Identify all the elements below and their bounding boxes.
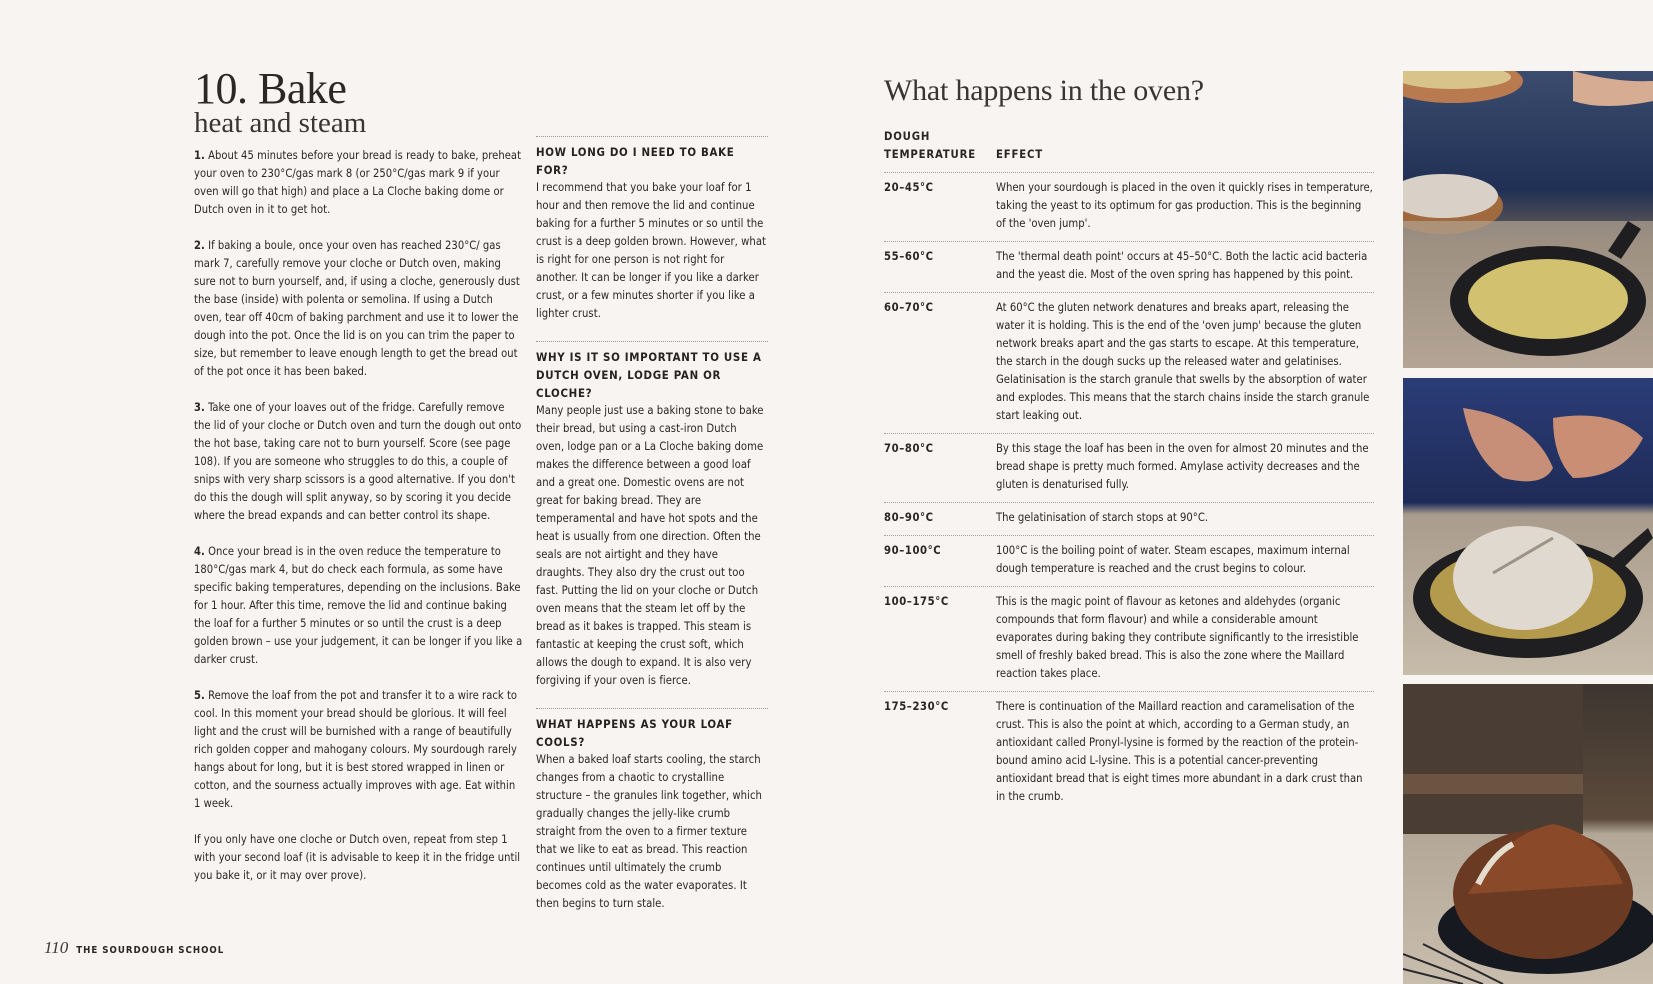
faq-item (536, 136, 768, 323)
photo-baked-loaf (1403, 684, 1653, 984)
temp-cell: 60–70°C (884, 301, 934, 314)
effect-cell: This is the magic point of flavour as ketones and aldehydes (organic compounds that form flavour) and while a considerable amount evaporates during baking they contribute significantly to the irresistible smell of freshly baked bread. This is also the zone where the Maillard reaction takes place. (996, 595, 1359, 680)
step-3 (194, 399, 524, 525)
step-text: Take one of your loaves out of the fridge. Carefully remove the lid of your cloche or Dutch oven and turn the dough out onto the hot base, taking care not to burn yourself. Score (see page 108). If you are someone who struggles to do this, a couple of snips with very sharp scissors is a good alternative. If you don't do this the dough will split anyway, so by scoring it you decide where the bread expands and can better control its shape. (194, 401, 522, 522)
step-1 (194, 147, 524, 219)
dough-in-pan-illustration (1403, 378, 1653, 675)
effect-cell: At 60°C the gluten network denatures and breaks apart, releasing the water it is holding. This is the end of the 'oven jump' because the gluten network breaks apart and the gas starts to escape. At this temperature, the starch in the dough sucks up the released water and gelatinises. Gelatinisation is the starch granule that swells by the absorption of water and explodes. This means that the starch chains inside the starch granule start leaking out. (996, 301, 1370, 422)
effect-cell: 100°C is the boiling point of water. Steam escapes, maximum internal dough temperature is reached and the crust begins to colour. (996, 544, 1350, 575)
page-footer (44, 938, 224, 958)
step-number: 3. (194, 401, 205, 414)
temp-cell: 20–45°C (884, 181, 934, 194)
step-number: 2. (194, 239, 205, 252)
faq-answer: When a baked loaf starts cooling, the starch changes from a chaotic to crystalline structure – the granules link together, which gradually changes the jelly-like crumb straight from the oven to a firmer texture that we like to eat as bread. This reaction continues until ultimately the crumb becomes cold as the water evaporates. It then begins to turn stale. (536, 753, 762, 910)
faq-question: HOW LONG DO I NEED TO BAKE FOR? (536, 145, 735, 177)
temp-cell: 70–80°C (884, 442, 934, 455)
faq-answer: I recommend that you bake your loaf for 1 hour and then remove the lid and continue baking for a further 5 minutes or so until the crust is a deep golden brown. However, what is right for one person is not right for another. It can be longer if you like a darker crust, or a few minutes shorter if you like a lighter crust. (536, 181, 767, 320)
column-header-temperature (884, 128, 996, 164)
header-label: DOUGH TEMPERATURE (884, 130, 976, 161)
temp-cell: 100–175°C (884, 595, 949, 608)
step-text: Once your bread is in the oven reduce the temperature to 180°C/gas mark 4, but do check each formula, as some have specific baking temperatures, depending on the inclusions. Bake for 1 hour. After this time, remove the lid and continue baking the loaf for a further 5 minutes or so until the crust is a deep golden brown – use your judgement, it can be longer if you like a darker crust. (194, 545, 523, 666)
faq-item (536, 708, 768, 913)
step-text: If baking a boule, once your oven has reached 230°C/ gas mark 7, carefully remove your cloche or Dutch oven, making sure not to burn yourself, and, if using a cloche, generously dust the base (inside) with polenta or semolina. If using a Dutch oven, tear off 40cm of baking parchment and use it to lower the dough into the pot. Once the lid is on you can trim the paper to size, but remember to leave enough length to get the bread out of the pot once it has been baked. (194, 239, 520, 378)
table-row (884, 691, 1374, 814)
photo-scored-dough (1403, 378, 1653, 675)
section-title: What happens in the oven? (884, 74, 1204, 107)
step-2 (194, 237, 524, 381)
table-row (884, 433, 1374, 502)
steps-column (194, 147, 524, 903)
photo-polenta-pan (1403, 71, 1653, 368)
step-text: Remove the loaf from the pot and transfer it to a wire rack to cool. In this moment your bread should be glorious. It will feel light and the crust will be burnished with a range of beautifully rich golden copper and mahogany colours. My sourdough rarely hangs about for long, but it is best stored wrapped in linen or cotton, and the sourness actually improves with age. Eat within 1 week. (194, 689, 518, 810)
temperature-table (884, 128, 1374, 814)
step-number: 1. (194, 149, 205, 162)
pan-polenta-illustration (1403, 71, 1653, 368)
table-row (884, 586, 1374, 691)
effect-cell: The 'thermal death point' occurs at 45–50°C. Both the lactic acid bacteria and the yeast die. Most of the oven spring has happened by this point. (996, 250, 1368, 281)
effect-cell: The gelatinisation of starch stops at 90°C. (996, 511, 1209, 524)
table-row (884, 172, 1374, 241)
table-row (884, 535, 1374, 586)
table-row (884, 241, 1374, 292)
faq-item (536, 341, 768, 690)
temp-cell: 175–230°C (884, 700, 949, 713)
column-header-effect: EFFECT (996, 148, 1043, 161)
step-5 (194, 687, 524, 813)
table-row (884, 292, 1374, 433)
page-number: 110 (44, 938, 69, 957)
page-title: 10. Bake (194, 64, 347, 113)
chapter-heading (194, 64, 366, 138)
step-number: 4. (194, 545, 205, 558)
temp-cell: 90–100°C (884, 544, 942, 557)
effect-cell: By this stage the loaf has been in the oven for almost 20 minutes and the bread shape is pretty much formed. Amylase activity decreases and the gluten is denaturised fully. (996, 442, 1369, 491)
effect-cell: When your sourdough is placed in the oven it quickly rises in temperature, taking the yeast to its optimum for gas production. This is the beginning of the 'oven jump'. (996, 181, 1373, 230)
temp-cell: 55–60°C (884, 250, 934, 263)
table-row (884, 502, 1374, 535)
faq-question: WHY IS IT SO IMPORTANT TO USE A DUTCH OVEN, LODGE PAN OR CLOCHE? (536, 350, 762, 400)
temp-cell: 80–90°C (884, 511, 934, 524)
step-4 (194, 543, 524, 669)
book-title: THE SOURDOUGH SCHOOL (76, 945, 225, 956)
effect-cell: There is continuation of the Maillard reaction and caramelisation of the crust. This is also the point at which, according to a German study, an antioxidant called Pronyl-lysine is formed by the reaction of the protein-bound amino acid L-lysine. This is a potential cancer-preventing antioxidant bread that is eight times more abundant in a dark crust than in the crumb. (996, 700, 1363, 803)
faq-question: WHAT HAPPENS AS YOUR LOAF COOLS? (536, 717, 733, 749)
baked-loaf-illustration (1403, 684, 1653, 984)
step-text: About 45 minutes before your bread is ready to bake, preheat your oven to 230°C/gas mark 8 (or 250°C/gas mark 9 if your oven will go that high) and place a La Cloche baking dome or Dutch oven in it to get hot. (194, 149, 522, 216)
page-subtitle: heat and steam (194, 107, 367, 139)
faq-answer: Many people just use a baking stone to bake their bread, but using a cast-iron Dutch oven, lodge pan or a La Cloche baking dome makes the difference between a good loaf and a great one. Domestic ovens are not great for baking bread. They are temperamental and have hot spots and the heat is usually from one direction. Often the seals are not airtight and they have draughts. They also dry the crust out too fast. Putting the lid on your cloche or Dutch oven means that the steam let off by the bread as it bakes is trapped. This steam is fantastic at keeping the crust soft, which allows the dough to expand. It is also very forgiving if your oven is fierce. (536, 404, 764, 687)
step-number: 5. (194, 689, 205, 702)
faq-column (536, 136, 768, 931)
closing-note: If you only have one cloche or Dutch oven, repeat from step 1 with your second loaf (it is advisable to keep it in the fridge until you bake it, or it may over prove). (194, 833, 521, 882)
table-header (884, 128, 1374, 172)
